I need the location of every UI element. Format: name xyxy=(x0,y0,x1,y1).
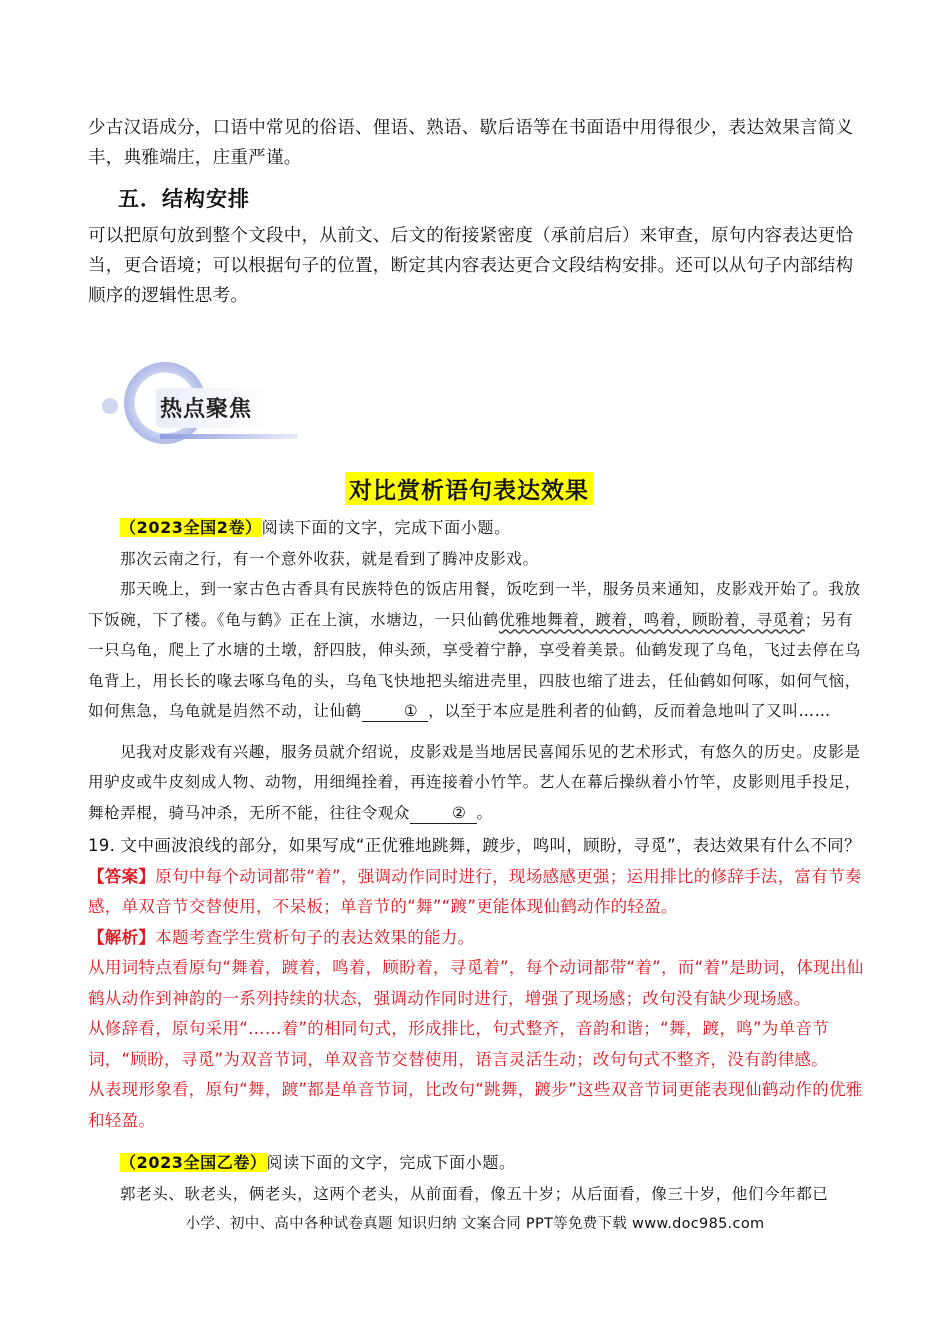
q1-paragraph-2 xyxy=(88,574,868,727)
topic-title: 对比赏析语句表达效果 xyxy=(345,472,593,505)
q1-answer-tag: 【答案】 xyxy=(88,866,156,886)
q1-question: 19. 文中画波浪线的部分，如果写成“正优雅地跳舞，踱步，鸣叫，顾盼，寻觅”，表达效果有什么不同？ xyxy=(88,836,861,855)
q1-analysis-point-2: 从修辞看，原句采用“……着”的相同句式，形成排比，句式整齐，音韵和谐；“舞，踱，鸣”为单音节词，“顾盼，寻觅”为双音节词，单双音节交替使用，语言灵活生动；改句句式不整齐，没有韵律感。 xyxy=(88,1019,829,1069)
q1-instruction: 阅读下面的文字，完成下面小题。 xyxy=(261,518,511,537)
q1-p2-text-a: 那天晚上，到一家古色古香具有民族特色的饭店用餐，饭吃到一半，服务员来通知，皮影戏开始了。我放下饭碗，下了楼。《龟与鹤》正在上演，水塘边，一只仙鹤 xyxy=(88,580,861,629)
q1-analysis-tag: 【解析】 xyxy=(88,927,156,947)
q1-analysis-point-3: 从表现形象看，原句“舞，踱”都是单音节词，比改句“跳舞，踱步”这些双音节词更能表现仙鹤动作的优雅和轻盈。 xyxy=(88,1080,863,1130)
q1-paragraph-1: 那次云南之行，有一个意外收获，就是看到了腾冲皮影戏。 xyxy=(120,549,539,568)
q1-source-tag: （2023全国2卷） xyxy=(120,518,262,537)
q1-analysis-point-1: 从用词特点看原句“舞着，踱着，鸣着，顾盼着，寻觅着”，每个动词都带“着”，而“着”是助词，体现出仙鹤从动作到神韵的一系列持续的状态，强调动作同时进行，增强了现场感；改句没有缺少现场感。 xyxy=(88,958,864,1008)
q1-wavy-underline: 优雅地舞着，踱着，鸣着，顾盼着，寻觅着 xyxy=(498,610,805,629)
q1-p2-text-b: ；另有一只乌龟，爬上了水塘的土墩，舒四肢，伸头颈，享受着宁静，享受着美景。仙鹤发现了乌龟，飞过去停在乌龟背上，用长长的喙去啄乌龟的头，乌龟飞快地把头缩进壳里，四肢也缩了进去，任仙鹤如何啄，如何气恼，如何焦急，乌龟就是岿然不动，让仙鹤 xyxy=(88,610,861,720)
q1-blank-2: ② xyxy=(410,803,477,824)
question-1-qa xyxy=(88,831,868,1136)
q2-source-tag: （2023全国乙卷） xyxy=(120,1153,267,1172)
q1-p3-text-b: 。 xyxy=(476,803,493,822)
q1-header xyxy=(88,513,868,544)
q1-analysis-text: 本题考查学生赏析句子的表达效果的能力。 xyxy=(155,927,475,947)
q1-answer xyxy=(88,862,868,923)
q1-p3-text-a: 见我对皮影戏有兴趣，服务员就介绍说，皮影戏是当地居民喜闻乐见的艺术形式，有悠久的历史。皮影是用驴皮或牛皮刻成人物、动物，用细绳拴着，再连接着小竹竿。艺人在幕后操纵着小竹竿，皮影则甩手投足，舞枪弄棍，骑马冲杀，无所不能，往往令观众 xyxy=(88,742,861,822)
q2-header xyxy=(88,1148,868,1179)
hot-focus-banner xyxy=(100,362,300,446)
section-heading: 五．结构安排 xyxy=(118,187,250,211)
q1-answer-text: 原句中每个动词都带“着”，强调动作同时进行，现场感感更强；运用排比的修辞手法，富有节奏感，单双音节交替使用，不呆板；单音节的“舞”“踱”更能体现仙鹤动作的轻盈。 xyxy=(88,866,862,916)
question-1-passage xyxy=(88,513,868,828)
q2-instruction: 阅读下面的文字，完成下面小题。 xyxy=(266,1153,516,1172)
q1-p2-text-c: ，以至于本应是胜利者的仙鹤，反而着急地叫了又叫…… xyxy=(428,702,831,720)
banner-underline-decoration xyxy=(160,434,298,439)
page-footer: 小学、初中、高中各种试卷真题 知识归纳 文案合同 PPT等免费下载 www.doc985.com xyxy=(185,1216,765,1232)
q1-blank-1: ① xyxy=(362,701,429,722)
q2-paragraph-1: 郭老头、耿老头，俩老头，这两个老头，从前面看，像五十岁；从后面看，像三十岁，他们今年都已 xyxy=(120,1184,829,1203)
q1-paragraph-3 xyxy=(88,737,868,829)
section-paragraph: 可以把原句放到整个文段中，从前文、后文的衔接紧密度（承前启后）来审查，原句内容表达更恰当，更合语境；可以根据句子的位置，断定其内容表达更合文段结构安排。还可以从句子内部结构顺序的逻辑性思考。 xyxy=(88,226,854,306)
q1-analysis xyxy=(88,923,868,954)
question-2-passage xyxy=(88,1148,868,1209)
banner-label: 热点聚焦 xyxy=(160,397,253,422)
intro-paragraph: 少古汉语成分，口语中常见的俗语、俚语、熟语、歇后语等在书面语中用得很少，表达效果言简义丰，典雅端庄，庄重严谨。 xyxy=(88,118,854,168)
banner-dot-decoration xyxy=(102,398,118,414)
